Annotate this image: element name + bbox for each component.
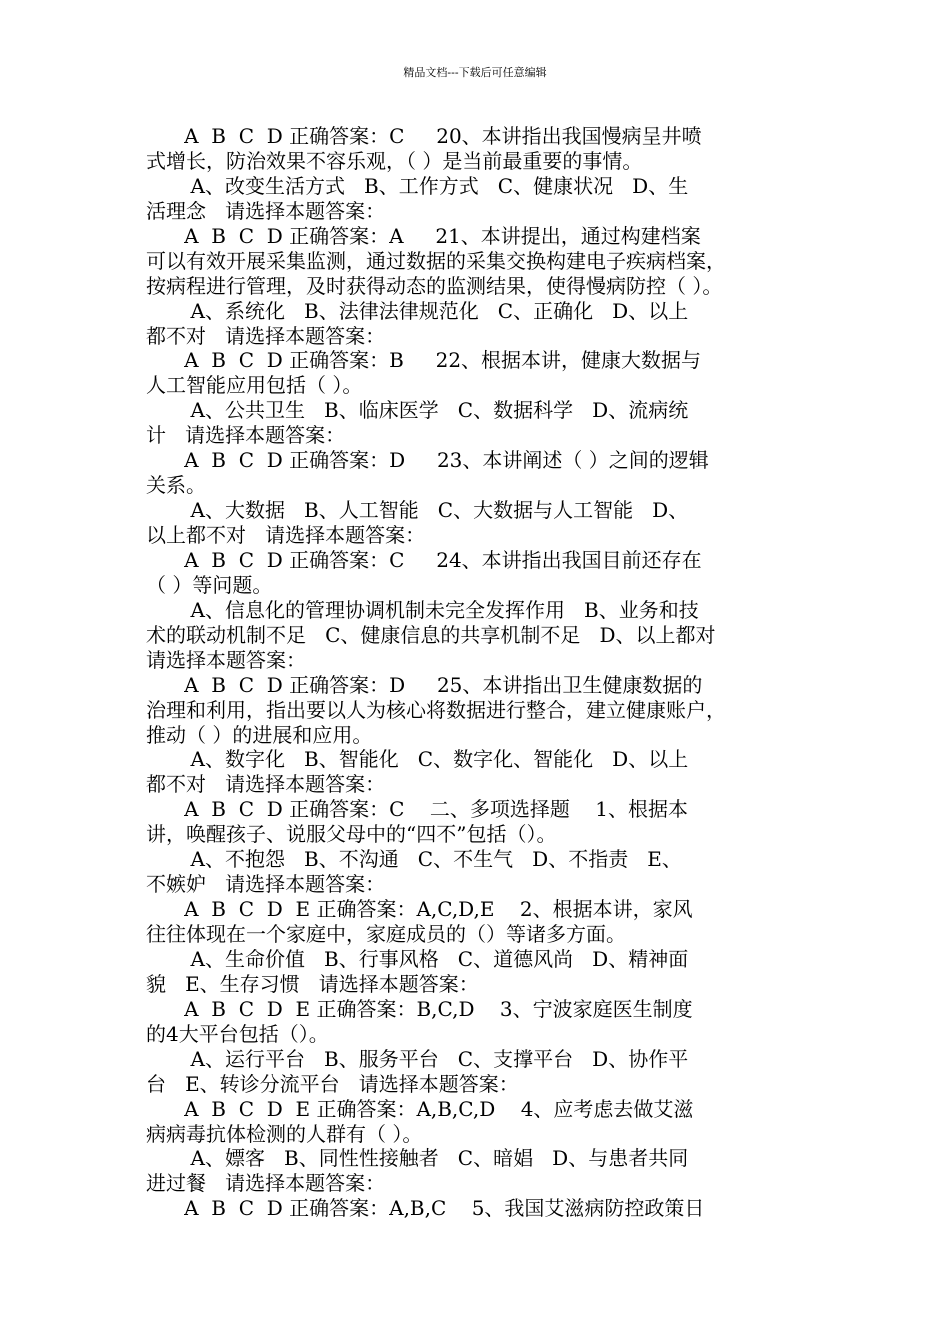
text-line: 往往体现在一个家庭中，家庭成员的（）等诸多方面。 [146,922,626,946]
text-line: 请选择本题答案： [146,647,306,672]
text-line: A B C D 正确答案：D 23、本讲阐述（ ）之间的逻辑 [146,448,709,473]
text-line: A、生命价值 B、行事风格 C、道德风尚 D、精神面 [146,946,689,971]
text-line: 推动（ ）的进展和应用。 [146,722,373,747]
text-line: A、改变生活方式 B、工作方式 C、健康状况 D、生 [146,173,689,198]
text-line: A B C D E 正确答案：A,C,D,E 2、根据本讲，家风 [146,897,693,922]
text-line: 活理念 请选择本题答案： [146,198,386,223]
text-line: A B C D 正确答案：B 22、根据本讲，健康大数据与 [146,348,702,373]
text-line: A B C D E 正确答案：A,B,C,D 4、应考虑去做艾滋 [146,1096,694,1121]
text-line: A、信息化的管理协调机制未完全发挥作用 B、业务和技 [146,597,699,622]
text-line: 不嫉妒 请选择本题答案： [146,872,386,897]
text-line: A B C D E 正确答案：B,C,D 3、宁波家庭医生制度 [146,996,693,1021]
text-line: A B C D 正确答案：C 24、本讲指出我国目前还存在 [146,547,702,572]
text-line: 以上都不对 请选择本题答案： [146,523,426,547]
page-header: 精品文档---下载后可任意编辑 [403,66,547,79]
text-line: 按病程进行管理，及时获得动态的监测结果，使得慢病防控（ ）。 [146,273,723,298]
text-line: 术的联动机制不足 C、健康信息的共享机制不足 D、以上都对 [146,622,716,647]
text-line: 式增长，防治效果不容乐观，（ ）是当前最重要的事情。 [146,148,643,173]
text-line: 台 E、转诊分流平台 请选择本题答案： [146,1071,519,1096]
text-line: A、嫖客 B、同性性接触者 C、暗娼 D、与患者共同 [146,1146,689,1171]
text-line: 人工智能应用包括（ ）。 [146,373,363,398]
text-line: 进过餐 请选择本题答案： [146,1171,386,1196]
text-line: 的4大平台包括（）。 [146,1021,329,1046]
text-line: A、大数据 B、人工智能 C、大数据与人工智能 D、 [146,498,689,523]
text-line: A B C D 正确答案：A,B,C 5、我国艾滋病防控政策日 [146,1196,705,1221]
text-line: （ ）等问题。 [146,572,273,597]
text-line: A、系统化 B、法律法律规范化 C、正确化 D、以上 [146,298,689,323]
text-line: A B C D 正确答案：C 二、多项选择题 1、根据本 [146,797,689,822]
text-line: 都不对 请选择本题答案： [146,323,386,348]
text-line: 计 请选择本题答案： [146,423,346,448]
text-line: 貌 E、生存习惯 请选择本题答案： [146,971,479,996]
text-line: A B C D 正确答案：A 21、本讲提出，通过构建档案 [146,223,701,248]
text-line: A、数字化 B、智能化 C、数字化、智能化 D、以上 [146,747,689,772]
text-line: A B C D 正确答案：C 20、本讲指出我国慢病呈井喷 [146,124,702,148]
text-line: A、公共卫生 B、临床医学 C、数据科学 D、流病统 [146,398,689,423]
text-line: 都不对 请选择本题答案： [146,772,386,797]
text-line: 可以有效开展采集监测，通过数据的采集交换构建电子疾病档案， [146,248,726,273]
text-line: A、不抱怨 B、不沟通 C、不生气 D、不指责 E、 [146,847,682,872]
document-body [146,124,810,1221]
text-line: A B C D 正确答案：D 25、本讲指出卫生健康数据的 [146,672,703,697]
text-line: A、运行平台 B、服务平台 C、支撑平台 D、协作平 [146,1046,689,1071]
text-line: 讲，唤醒孩子、说服父母中的“四不”包括（）。 [146,822,557,847]
text-line: 病病毒抗体检测的人群有（ ）。 [146,1121,423,1146]
text-line: 治理和利用，指出要以人为核心将数据进行整合，建立健康账户， [146,697,726,722]
text-line: 关系。 [146,473,206,498]
